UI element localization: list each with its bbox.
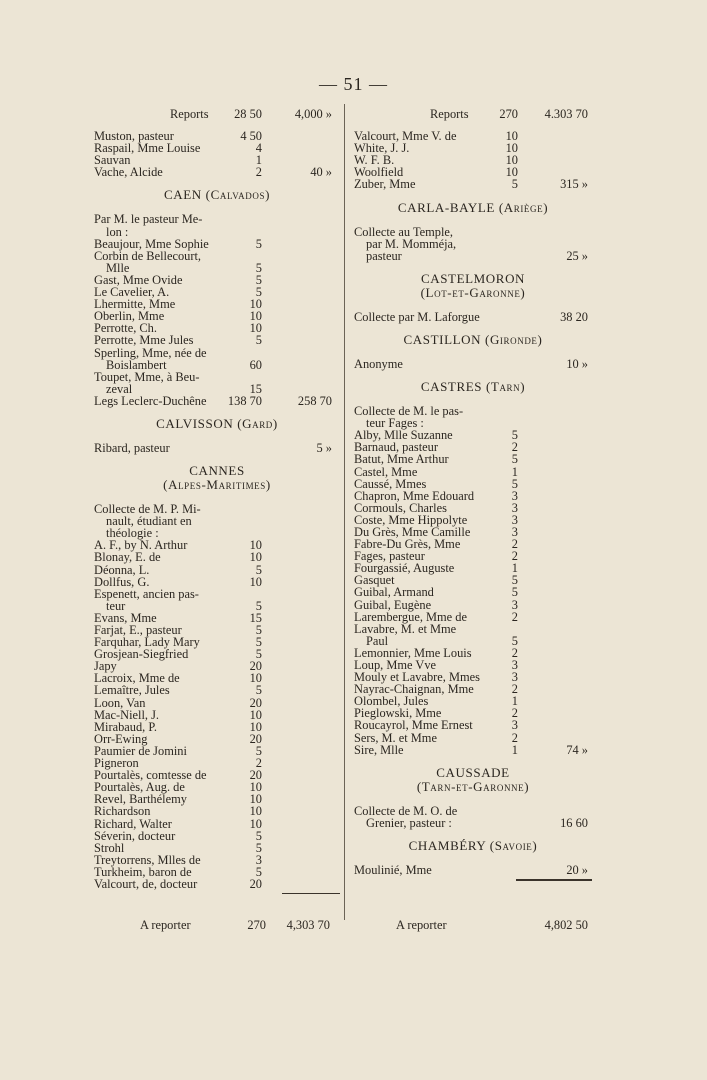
left-footer-amount-2: 4,303 70 xyxy=(286,918,330,932)
donor-name: Evans, Mme xyxy=(94,610,157,625)
donor-name: Déonna, L. xyxy=(94,562,150,577)
donor-name: Moulinié, Mme xyxy=(354,862,432,877)
section-city: CARLA-BAYLE xyxy=(397,199,495,215)
list-item xyxy=(94,830,340,842)
donor-name: Grosjean-Siegfried xyxy=(94,647,189,662)
donation-amount: 2 xyxy=(511,549,518,564)
list-item xyxy=(94,551,340,563)
list-item xyxy=(94,334,340,346)
section-city: CAUSSADE xyxy=(436,764,510,780)
donor-name: Farquhar, Lady Mary xyxy=(94,635,200,650)
donor-name: Richardson xyxy=(94,804,151,819)
reports-amount-1: 28 50 xyxy=(234,107,262,121)
list-item xyxy=(354,611,592,623)
list-item xyxy=(94,842,340,854)
donor-name: Lemaître, Jules xyxy=(94,683,170,698)
donation-amount: 5 xyxy=(255,623,262,637)
donation-amount: 2 xyxy=(511,609,518,624)
donor-name: Beaujour, Mme Sophie xyxy=(94,236,209,251)
donation-amount: 2 xyxy=(511,537,518,552)
donor-name: Corbin de Bellecourt, xyxy=(94,248,202,263)
donor-name: Espenett, ancien pas- xyxy=(94,586,199,601)
donation-amount: 5 xyxy=(255,236,262,251)
donation-amount: 10 xyxy=(249,804,262,819)
donor-name: Barnaud, pasteur xyxy=(354,440,438,455)
donation-amount: 5 xyxy=(255,598,262,613)
section-city: CANNES xyxy=(189,463,245,479)
list-item xyxy=(354,311,592,323)
donation-amount: 3 xyxy=(511,512,518,527)
donation-amount: 5 xyxy=(511,476,518,491)
donor-name: Mouly et Lavabre, Mmes xyxy=(354,670,480,685)
list-item xyxy=(354,719,592,731)
list-item xyxy=(94,805,340,817)
list-item xyxy=(94,226,340,238)
donation-amount: 10 xyxy=(249,719,262,734)
donation-amount: 5 xyxy=(511,585,518,600)
list-item xyxy=(354,817,592,829)
list-item xyxy=(94,709,340,721)
subtotal-amount: 25 » xyxy=(566,248,588,263)
list-item xyxy=(354,623,592,635)
donor-name: Loon, Van xyxy=(94,695,146,710)
list-item xyxy=(354,490,592,502)
list-item xyxy=(94,359,340,371)
list-item xyxy=(354,453,592,465)
donor-name: Oberlin, Mme xyxy=(94,309,165,324)
donor-name: Turkheim, baron de xyxy=(94,864,192,879)
donor-name: Cormouls, Charles xyxy=(354,500,447,515)
donor-name: Perrotte, Mme Jules xyxy=(94,333,194,348)
list-item xyxy=(354,478,592,490)
list-item xyxy=(94,142,340,154)
donation-amount: 3 xyxy=(511,524,518,539)
section-region: (Lot-et-Garonne) xyxy=(420,284,526,300)
list-item xyxy=(354,358,592,370)
donor-name: Guibal, Eugène xyxy=(354,597,432,612)
list-item xyxy=(94,442,340,454)
donor-name: Collecte de M. O. de xyxy=(354,803,458,818)
list-item xyxy=(354,599,592,611)
donation-amount: 3 xyxy=(511,670,518,685)
list-item xyxy=(354,238,592,250)
donor-name: Castel, Mme xyxy=(354,464,418,479)
donation-amount: 1 xyxy=(255,153,262,168)
donation-amount: 5 xyxy=(255,333,262,348)
section-region: (Alpes-Maritimes) xyxy=(163,477,271,493)
reports-amount-2: 4,000 » xyxy=(294,107,332,121)
donor-name: Anonyme xyxy=(354,356,403,371)
donation-amount: 2 xyxy=(511,730,518,745)
donor-name: Collecte au Temple, xyxy=(354,224,454,239)
donation-amount: 5 xyxy=(511,428,518,443)
list-item xyxy=(94,371,340,383)
donor-name: Guibal, Armand xyxy=(354,585,434,600)
subtotal-amount: 74 » xyxy=(566,742,588,757)
section-city: CASTRES xyxy=(420,379,483,395)
donation-amount: 1 xyxy=(511,561,518,576)
donor-name: Loup, Mme Vve xyxy=(354,658,437,672)
subtotal-amount: 258 70 xyxy=(297,393,332,408)
section-city: CAEN xyxy=(164,187,202,203)
donation-amount: 5 xyxy=(511,177,518,192)
section-region: (Gard) xyxy=(237,415,278,431)
donation-amount: 4 50 xyxy=(240,129,262,144)
donor-name: Fages, pasteur xyxy=(354,549,425,564)
donor-name: Fourgassié, Auguste xyxy=(354,561,455,576)
reports-label: Reports xyxy=(170,107,209,121)
donor-name: Batut, Mme Arthur xyxy=(354,452,449,467)
donation-amount: 5 xyxy=(255,562,262,577)
list-item xyxy=(94,564,340,576)
section-heading xyxy=(94,464,340,492)
list-item xyxy=(94,238,340,250)
donor-name: Le Cavelier, A. xyxy=(94,285,170,300)
donation-amount: 5 xyxy=(255,272,262,287)
list-item xyxy=(94,684,340,696)
donation-amount: 3 xyxy=(511,597,518,612)
donor-name: Sperling, Mme, née de xyxy=(94,345,207,360)
donation-amount: 5 xyxy=(255,260,262,275)
total-rule xyxy=(94,890,340,897)
subtotal-amount: 5 » xyxy=(316,440,332,455)
donor-name: Olombel, Jules xyxy=(354,694,429,709)
donor-name: Dollfus, G. xyxy=(94,574,150,589)
donation-amount: 2 xyxy=(511,645,518,660)
donation-amount: 5 xyxy=(511,452,518,467)
donor-name: par M. Momméja, xyxy=(366,236,457,251)
subtotal-amount: 16 60 xyxy=(560,815,588,830)
total-rule xyxy=(354,876,592,883)
section-region: (Ariège) xyxy=(498,199,549,215)
donation-amount: 4 xyxy=(255,141,262,156)
reports-row xyxy=(354,108,592,120)
total-rule-line xyxy=(516,879,592,881)
donation-amount: 20 xyxy=(249,876,262,891)
donor-name: Lhermitte, Mme xyxy=(94,297,176,312)
donor-name: Farjat, E., pasteur xyxy=(94,623,182,637)
donation-amount: 10 xyxy=(505,165,518,180)
donation-amount: 10 xyxy=(249,707,262,722)
donor-name: Collecte de M. le pas- xyxy=(354,404,464,419)
left-footer-label: A reporter xyxy=(140,918,191,932)
donation-amount: 5 xyxy=(255,743,262,758)
donor-name: Boislambert xyxy=(106,357,167,372)
donor-name: teur Fages : xyxy=(366,416,424,431)
donation-amount: 10 xyxy=(249,309,262,324)
donor-name: Pigneron xyxy=(94,756,139,771)
donation-amount: 1 xyxy=(511,742,518,757)
section-region: (Tarn) xyxy=(485,379,526,395)
donation-amount: 5 xyxy=(255,647,262,662)
section-region: (Tarn-et-Garonne) xyxy=(416,778,530,794)
donation-amount: 15 xyxy=(249,610,262,625)
donor-name: Gasquet xyxy=(354,573,395,588)
donor-name: théologie : xyxy=(106,526,159,541)
donation-amount: 3 xyxy=(511,488,518,503)
donation-amount: 3 xyxy=(511,718,518,733)
donor-name: Sers, M. et Mme xyxy=(354,730,437,745)
donor-name: Ribard, pasteur xyxy=(94,440,170,455)
donor-name: Japy xyxy=(94,659,117,674)
donor-name: Muston, pasteur xyxy=(94,129,174,144)
donation-amount: 20 xyxy=(249,695,262,710)
donor-name: Raspail, Mme Louise xyxy=(94,141,201,156)
donor-name: Roucayrol, Mme Ernest xyxy=(354,718,473,733)
donor-name: Pourtalès, Aug. de xyxy=(94,780,185,795)
section-city: CASTELMORON xyxy=(420,270,526,286)
donation-amount: 10 xyxy=(505,129,518,144)
list-item xyxy=(354,586,592,598)
list-item xyxy=(354,466,592,478)
donor-name: Revel, Barthélemy xyxy=(94,792,187,807)
list-item xyxy=(354,226,592,238)
donor-name: Toupet, Mme, à Beu- xyxy=(94,369,200,384)
donation-amount: 5 xyxy=(255,285,262,300)
reports-amount-2: 4.303 70 xyxy=(544,107,588,121)
subtotal-amount: 10 » xyxy=(566,356,588,371)
list-item xyxy=(354,864,592,876)
donor-name: lon : xyxy=(106,224,129,239)
donation-amount: 3 xyxy=(255,852,262,867)
donor-name: Paumier de Jomini xyxy=(94,743,187,758)
list-item xyxy=(94,697,340,709)
donor-name: Lemonnier, Mme Louis xyxy=(354,645,472,660)
donor-name: Grenier, pasteur : xyxy=(366,815,452,830)
donor-name: Collecte par M. Laforgue xyxy=(354,309,480,324)
donor-name: teur xyxy=(106,598,126,613)
reports-amount-1: 270 xyxy=(499,107,518,121)
section-heading xyxy=(354,333,592,347)
list-item xyxy=(94,878,340,890)
total-rule-line xyxy=(282,893,340,894)
donor-name: Strohl xyxy=(94,840,125,855)
donor-name: Blonay, E. de xyxy=(94,550,161,565)
left-footer-amount-1: 270 xyxy=(247,918,266,932)
donation-amount: 5 xyxy=(255,840,262,855)
donation-amount: 138 70 xyxy=(227,393,262,408)
section-region: (Gironde) xyxy=(485,331,543,347)
donation-amount: 2 xyxy=(255,165,262,180)
donation-amount: 10 xyxy=(249,671,262,686)
left-column xyxy=(94,108,340,897)
donor-name: Séverin, docteur xyxy=(94,828,176,843)
donation-amount: 2 xyxy=(511,706,518,721)
donation-amount: 10 xyxy=(505,153,518,168)
list-item xyxy=(94,166,340,178)
donation-amount: 1 xyxy=(511,464,518,479)
donation-amount: 10 xyxy=(249,780,262,795)
donor-name: White, J. J. xyxy=(354,141,410,156)
donation-amount: 5 xyxy=(511,633,518,648)
donation-amount: 10 xyxy=(249,550,262,565)
section-heading xyxy=(354,766,592,794)
list-item xyxy=(354,732,592,744)
donation-amount: 5 xyxy=(255,683,262,698)
donation-amount: 2 xyxy=(511,440,518,455)
section-heading xyxy=(354,201,592,215)
donation-amount: 5 xyxy=(511,573,518,588)
donor-name: Du Grès, Mme Camille xyxy=(354,524,471,539)
list-item xyxy=(94,213,340,225)
donation-amount: 10 xyxy=(249,792,262,807)
donor-name: A. F., by N. Arthur xyxy=(94,538,188,553)
donation-amount: 10 xyxy=(249,574,262,589)
section-heading xyxy=(354,272,592,300)
donor-name: zeval xyxy=(106,381,133,396)
donation-amount: 3 xyxy=(511,658,518,672)
column-divider xyxy=(344,104,345,920)
section-heading xyxy=(354,380,592,394)
donor-name: Vache, Alcide xyxy=(94,165,163,180)
right-footer-label: A reporter xyxy=(396,918,447,932)
list-item xyxy=(94,395,340,407)
donor-name: Perrotte, Ch. xyxy=(94,321,157,336)
donation-amount: 2 xyxy=(255,756,262,771)
section-city: CALVISSON xyxy=(156,415,234,431)
list-item xyxy=(94,576,340,588)
donor-name: Larembergue, Mme de xyxy=(354,609,467,624)
list-item xyxy=(94,588,340,600)
donation-amount: 15 xyxy=(249,381,262,396)
reports-row xyxy=(94,108,340,120)
section-heading xyxy=(94,188,340,202)
donation-amount: 60 xyxy=(249,357,262,372)
list-item xyxy=(354,744,592,756)
donor-name: Sire, Mlle xyxy=(354,742,404,757)
donation-amount: 10 xyxy=(249,321,262,336)
section-heading xyxy=(354,839,592,853)
donor-name: Treytorrens, Mlles de xyxy=(94,852,201,867)
right-column xyxy=(354,108,592,883)
donor-name: Fabre-Du Grès, Mme xyxy=(354,537,461,552)
subtotal-amount: 315 » xyxy=(560,177,588,192)
donation-amount: 5 xyxy=(255,864,262,879)
donation-amount: 2 xyxy=(511,682,518,697)
donor-name: Valcourt, de, docteur xyxy=(94,876,198,891)
donation-amount: 20 xyxy=(249,731,262,746)
section-region: (Savoie) xyxy=(489,837,538,853)
donor-name: Pourtalès, comtesse de xyxy=(94,768,207,783)
donor-name: Chapron, Mme Edouard xyxy=(354,488,475,503)
donor-name: nault, étudiant en xyxy=(106,514,192,529)
list-item xyxy=(94,648,340,660)
donor-name: Valcourt, Mme V. de xyxy=(354,129,457,144)
donation-amount: 20 xyxy=(249,659,262,674)
list-item xyxy=(94,818,340,830)
donation-amount: 20 xyxy=(249,768,262,783)
list-item xyxy=(94,347,340,359)
donor-name: Richard, Walter xyxy=(94,816,172,831)
subtotal-amount: 38 20 xyxy=(560,309,588,324)
donation-amount: 10 xyxy=(249,538,262,553)
section-heading xyxy=(94,417,340,431)
donor-name: Mirabaud, P. xyxy=(94,719,157,734)
page-number: — 51 — xyxy=(319,74,388,94)
list-item xyxy=(94,250,340,262)
donation-amount: 1 xyxy=(511,694,518,709)
donor-name: Collecte de M. P. Mi- xyxy=(94,502,201,517)
subtotal-amount: 20 » xyxy=(566,862,588,877)
donation-amount: 5 xyxy=(255,828,262,843)
donor-name: Pieglowski, Mme xyxy=(354,706,442,721)
donation-amount: 10 xyxy=(249,297,262,312)
list-item xyxy=(354,178,592,190)
donor-name: Lavabre, M. et Mme xyxy=(354,621,457,636)
list-item xyxy=(354,250,592,262)
section-city: CHAMBÉRY xyxy=(408,837,486,853)
donor-name: Par M. le pasteur Me- xyxy=(94,212,203,227)
donor-name: Lacroix, Mme de xyxy=(94,671,180,686)
donor-name: Sauvan xyxy=(94,153,131,168)
donation-amount: 5 xyxy=(255,635,262,650)
donor-name: Gast, Mme Ovide xyxy=(94,272,183,287)
section-city: CASTILLON xyxy=(403,331,482,347)
donor-name: Mlle xyxy=(106,260,130,275)
donor-name: Nayrac-Chaignan, Mme xyxy=(354,682,474,697)
donor-name: Caussé, Mmes xyxy=(354,476,427,491)
section-region: (Calvados) xyxy=(205,187,270,203)
donor-name: Legs Leclerc-Duchêne xyxy=(94,393,207,408)
subtotal-amount: 40 » xyxy=(310,165,332,180)
donation-amount: 10 xyxy=(249,816,262,831)
donor-name: Orr-Ewing xyxy=(94,731,148,746)
right-footer-amount: 4,802 50 xyxy=(544,918,588,932)
donation-amount: 10 xyxy=(505,141,518,156)
donor-name: Zuber, Mme xyxy=(354,177,416,192)
donor-name: pasteur xyxy=(366,248,402,263)
reports-label: Reports xyxy=(430,107,469,121)
donor-name: Coste, Mme Hippolyte xyxy=(354,512,468,527)
donor-name: Woolfield xyxy=(354,165,404,180)
donation-amount: 3 xyxy=(511,500,518,515)
donor-name: W. F. B. xyxy=(354,153,395,168)
donor-name: Alby, Mlle Suzanne xyxy=(354,428,453,443)
donor-name: Paul xyxy=(366,633,389,648)
donor-name: Mac-Niell, J. xyxy=(94,707,160,722)
